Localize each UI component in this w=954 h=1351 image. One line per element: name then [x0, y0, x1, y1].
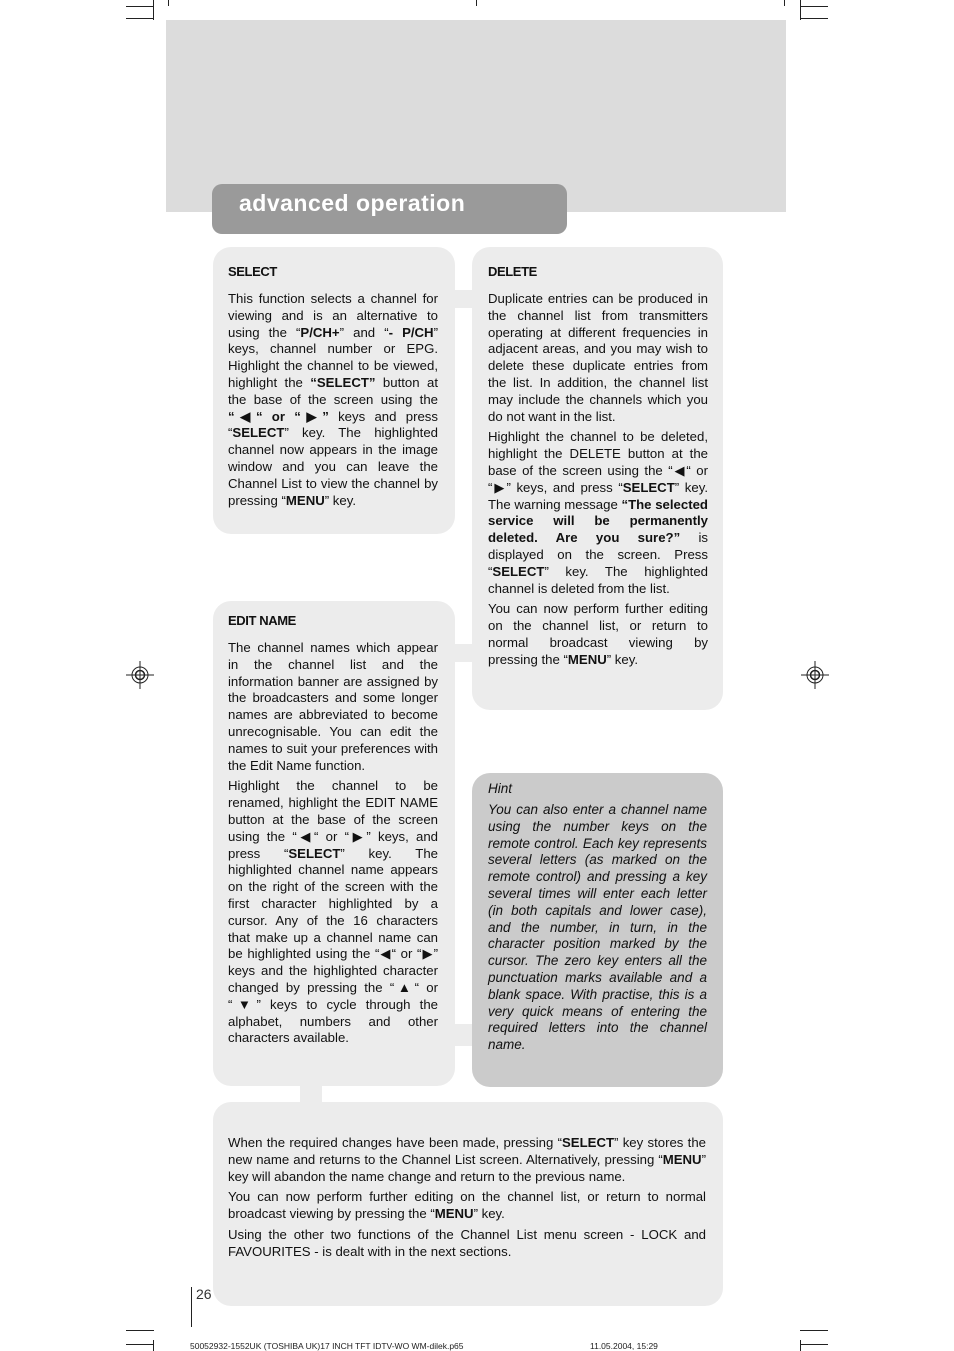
registration-target-icon — [801, 661, 829, 689]
crop-mark — [153, 0, 154, 20]
edit-name-paragraph: Highlight the channel to be renamed, highlight the EDIT NAME button at the base of the screen using the “◀“ or “▶” keys, and press “SELECT” key. The highlighted channel name appears on the right of the screen with the first character highlighted by a cursor. Any of the 16 characters that make up a channel name can be highlighted using the “◀“ or “▶” keys and the highlighted character changed by pressing the “▲“ or “▼” keys to cycle through the alphabet, numbers and other characters available. — [228, 778, 438, 1046]
summary-section — [213, 1102, 723, 1306]
crop-mark — [126, 1344, 154, 1345]
page-number-rule — [191, 1287, 192, 1327]
footer-date: 11.05.2004, 15:29 — [590, 1341, 658, 1351]
footer-file: 50052932-1552UK (TOSHIBA UK)17 INCH TFT IDTV-WO WM-dilek.p65 — [190, 1341, 464, 1351]
registration-target-icon — [126, 661, 154, 689]
connector — [452, 644, 474, 662]
crop-mark — [784, 0, 785, 6]
delete-heading: DELETE — [488, 264, 537, 279]
crop-mark — [800, 1330, 828, 1331]
crop-mark — [800, 1340, 801, 1351]
crop-mark — [800, 1344, 828, 1345]
select-section — [213, 247, 455, 534]
connector — [452, 1024, 474, 1046]
edit-name-section — [213, 601, 455, 1086]
summary-paragraph: When the required changes have been made, pressing “SELECT” key stores the new name and returns to the Channel List screen. Alternatively, pressing “MENU” key will abandon the name change and return to the previous name. — [228, 1135, 706, 1184]
crop-mark — [153, 1340, 154, 1351]
summary-paragraph: You can now perform further editing on the channel list, or return to normal broadcast viewing by pressing the “MENU” key. — [228, 1189, 706, 1222]
crop-mark — [476, 0, 477, 6]
delete-paragraph: You can now perform further editing on the channel list, or return to normal broadcast viewing by pressing the “MENU” key. — [488, 601, 708, 667]
delete-paragraph: Highlight the channel to be deleted, highlight the DELETE button at the base of the screen using the “◀“ or “▶” keys, and press “SELECT” key. The warning message “The selected service will be permanently deleted. Are you sure?” is displayed on the screen. Press “SELECT” key. The highlighted channel is deleted from the list. — [488, 429, 709, 596]
edit-name-paragraph: The channel names which appear in the channel list and the information banner are assigned by the broadcasters and some longer names are abbreviated to become unrecognisable. You can edit the names to suit your preferences with the Edit Name function. — [228, 640, 438, 773]
crop-mark — [800, 18, 828, 19]
delete-paragraph: Duplicate entries can be produced in the channel list from transmitters operating at different frequencies in adjacent areas, and you may wish to delete these duplicate entries from the list. In addition, the channel list may include the channels which you do not want in the list. — [488, 291, 708, 424]
summary-paragraph: Using the other two functions of the Channel List menu screen - LOCK and FAVOURITES - is dealt with in the next sections. — [228, 1226, 706, 1259]
crop-mark — [800, 6, 828, 7]
edit-name-heading: EDIT NAME — [228, 613, 296, 628]
select-text: This function selects a channel for viewing and is an alternative to using the “P/CH+” and “- P/CH” keys, channel number or EPG. Highlight the channel to be viewed, highlight the “SELECT” button at the base of the screen using the “◀“ or “▶” keys and press “SELECT” key. The highlighted channel now appears in the image window and you can leave the Channel List to view the channel by pressing “MENU” key. — [228, 291, 438, 508]
hint-section — [472, 773, 723, 1087]
crop-mark — [126, 1330, 154, 1331]
connector — [452, 290, 474, 308]
crop-mark — [126, 6, 154, 7]
delete-section — [472, 247, 723, 710]
crop-mark — [800, 0, 801, 20]
section-title: advanced operation — [212, 184, 567, 234]
page-number: 26 — [196, 1286, 212, 1302]
crop-mark — [126, 18, 154, 19]
hint-title: Hint — [488, 781, 513, 796]
select-heading: SELECT — [228, 264, 277, 279]
crop-mark — [168, 0, 169, 6]
hint-text: You can also enter a channel name using the number keys on the remote control. Each key represents several letters (as marked on the remote control) and pressing a key several times will enter each letter (in both capitals and lower case), and the number, in turn, in the character position marked by the cursor. The zero key enters all the punctuation marks available and a blank space. With practise, this is a very quick means of entering the required letters into the channel name. — [488, 802, 707, 1053]
